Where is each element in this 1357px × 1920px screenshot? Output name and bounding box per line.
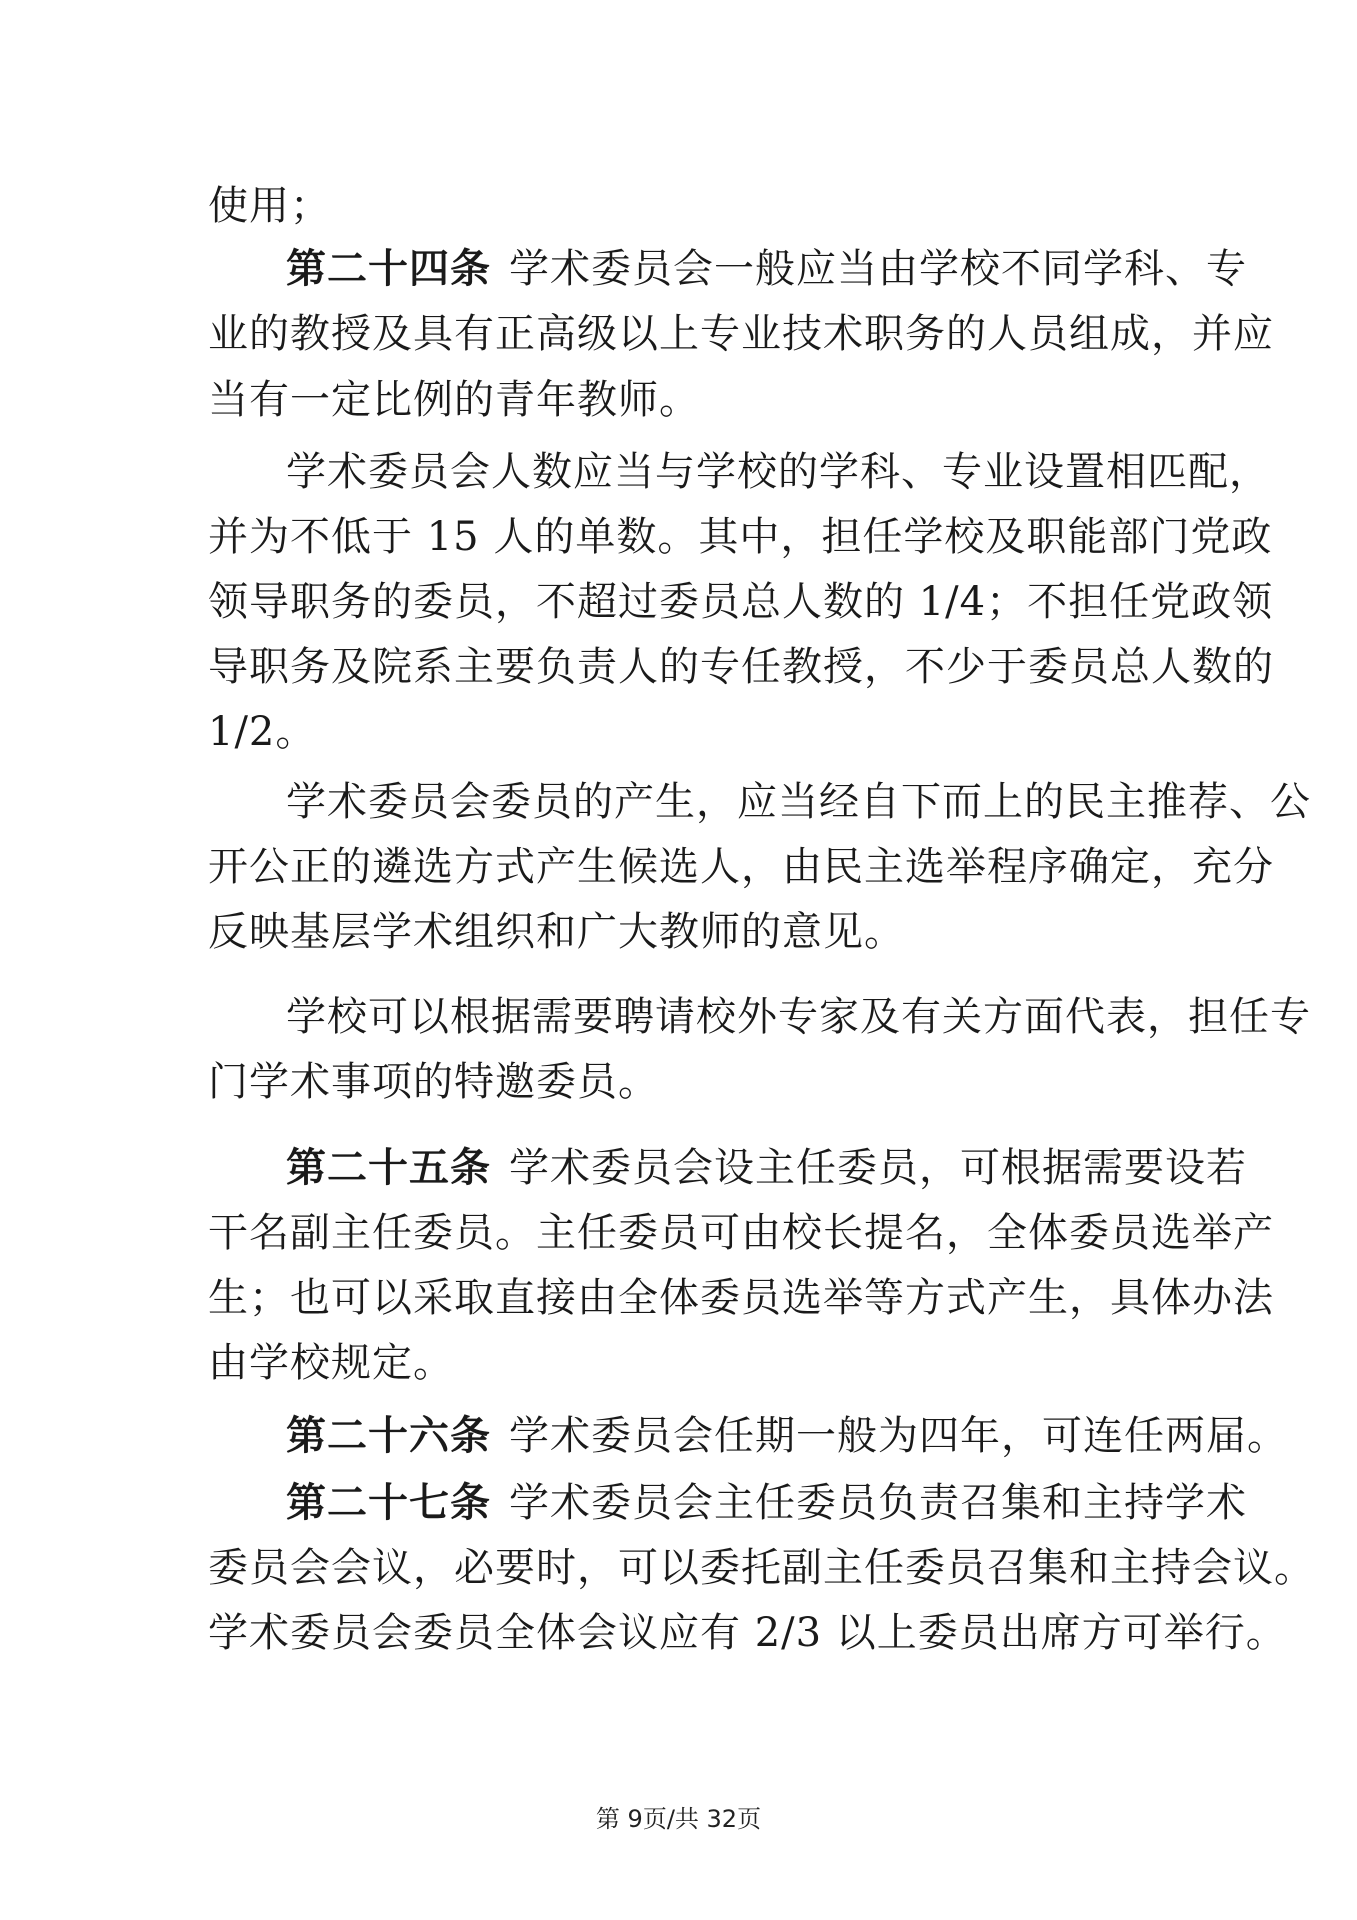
text-line: 学术委员会人数应当与学校的学科、专业设置相匹配，: [286, 449, 1270, 495]
text-line: 1/2。: [208, 709, 317, 755]
article-24-line-1: [286, 245, 1247, 293]
text-line: 门学术事项的特邀委员。: [208, 1059, 659, 1105]
text-line: 开公正的遴选方式产生候选人，由民主选举程序确定，充分: [208, 844, 1274, 890]
text-line: 当有一定比例的青年教师。: [208, 377, 700, 423]
article-24-heading: 第二十四条: [286, 245, 491, 292]
text-span: 学术委员会设主任委员，可根据需要设若: [509, 1145, 1247, 1191]
text-line: 学校可以根据需要聘请校外专家及有关方面代表，担任专: [286, 994, 1311, 1040]
text-line: 业的教授及具有正高级以上专业技术职务的人员组成，并应: [208, 311, 1274, 357]
text-line: 生；也可以采取直接由全体委员选举等方式产生，具体办法: [208, 1275, 1274, 1321]
text-line: 学术委员会委员的产生，应当经自下而上的民主推荐、公: [286, 779, 1311, 825]
text-line: 由学校规定。: [208, 1340, 454, 1386]
text-span: 学术委员会一般应当由学校不同学科、专: [509, 246, 1247, 292]
article-25-heading: 第二十五条: [286, 1144, 491, 1191]
article-26-heading: 第二十六条: [286, 1412, 491, 1459]
article-27-heading: 第二十七条: [286, 1479, 491, 1526]
text-line: 并为不低于 15 人的单数。其中，担任学校及职能部门党政: [208, 514, 1273, 560]
article-26-line: [286, 1412, 1288, 1460]
article-27-line-1: [286, 1479, 1247, 1527]
text-line: 反映基层学术组织和广大教师的意见。: [208, 909, 905, 955]
article-25-line-1: [286, 1144, 1247, 1192]
text-line: 委员会会议，必要时，可以委托副主任委员召集和主持会议。: [208, 1545, 1315, 1591]
text-line: 导职务及院系主要负责人的专任教授，不少于委员总人数的: [208, 644, 1274, 690]
text-span: 学术委员会任期一般为四年，可连任两届。: [509, 1413, 1288, 1459]
text-line: 使用；: [208, 183, 331, 229]
text-line: 领导职务的委员，不超过委员总人数的 1/4；不担任党政领: [208, 579, 1274, 625]
text-line: 干名副主任委员。主任委员可由校长提名，全体委员选举产: [208, 1210, 1274, 1256]
text-span: 学术委员会主任委员负责召集和主持学术: [509, 1480, 1247, 1526]
page-number-footer: 第 9页/共 32页: [595, 1805, 762, 1833]
text-line: 学术委员会委员全体会议应有 2/3 以上委员出席方可举行。: [208, 1610, 1287, 1656]
